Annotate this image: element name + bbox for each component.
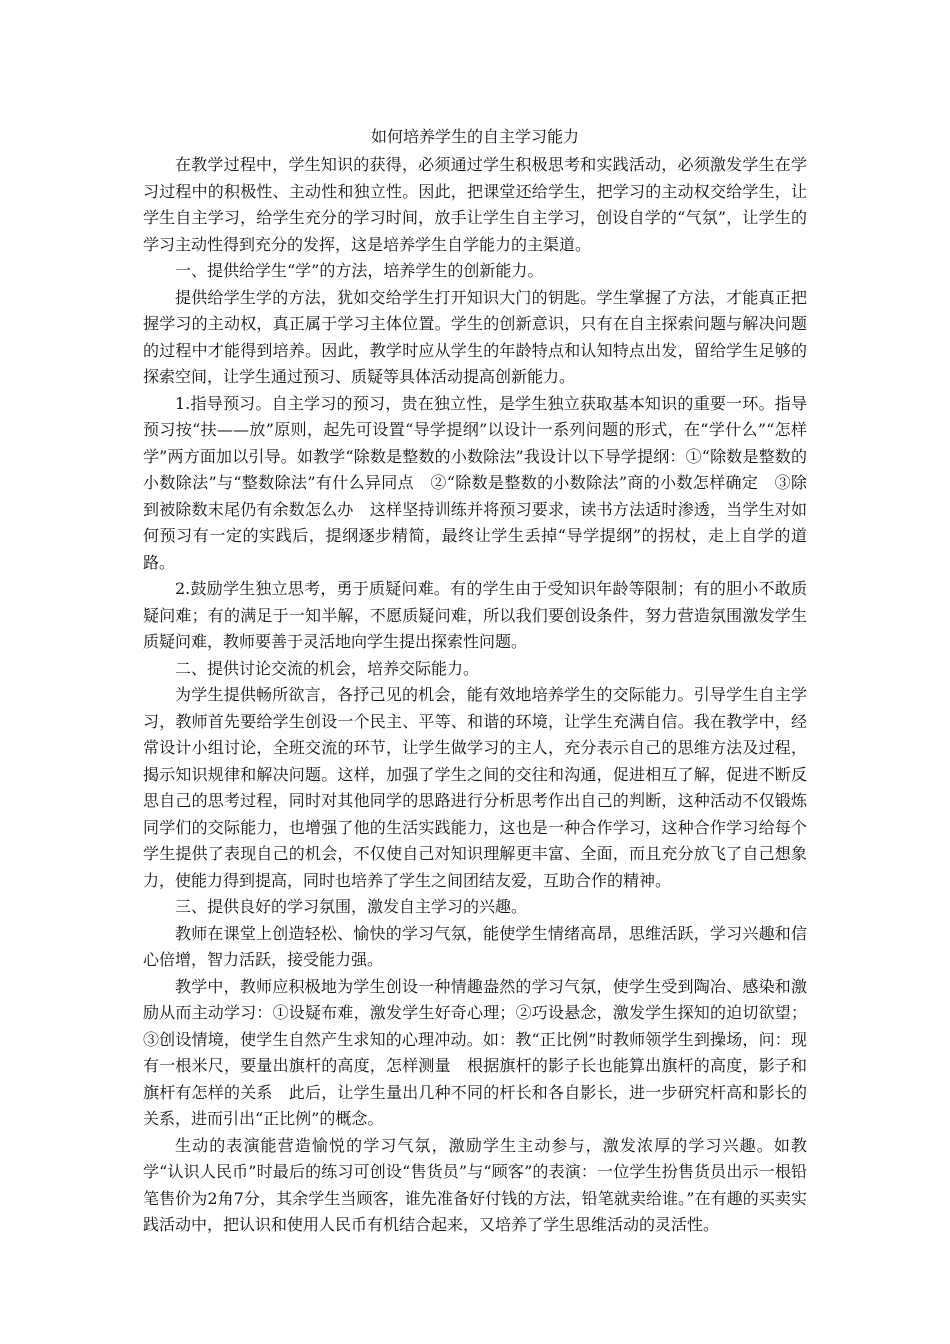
section-heading-3: 三、提供良好的学习氛围，激发自主学习的兴趣。 — [175, 897, 528, 916]
document-title: 如何培养学生的自主学习能力 — [370, 127, 579, 146]
section-1-paragraph: 提供给学生学的方法，犹如交给学生打开知识大门的钥匙。学生掌握了方法，才能真正把握学习的主动权，真正属于学习主体位置。学生的创新意识，只有在自主探索问题与解决问题的过程中才能得到培养。因此，教学时应从学生的年龄特点和认知特点出发，留给学生足够的探索空间，让学生通过预习、质疑等具体活动提高创新能力。 — [143, 287, 807, 386]
section-2-paragraph: 为学生提供畅所欲言，各抒己见的机会，能有效地培养学生的交际能力。引导学生自主学习，教师首先要给学生创设一个民主、平等、和谐的环境，让学生充满自信。我在教学中，经常设计小组讨论，全班交流的环节，让学生做学习的主人，充分表示自己的思维方法及过程，揭示知识规律和解决问题。这样，加强了学生之间的交往和沟通，促进相互了解，促进不断反思自己的思考过程，同时对其他同学的思路进行分析思考作出自己的判断，这种活动不仅锻炼同学们的交际能力，也增强了他的生活实践能力，这也是一种合作学习，这种合作学习给每个学生提供了表现自己的机会，不仅使自己对知识理解更丰富、全面，而且充分放飞了自己想象力，使能力得到提高，同时也培养了学生之间团结友爱，互助合作的精神。 — [143, 685, 807, 890]
section-3-paragraph-1: 教师在课堂上创造轻松、愉快的学习气氛，能使学生情绪高昂，思维活跃，学习兴趣和信心倍增，智力活跃，接受能力强。 — [143, 923, 807, 969]
section-3-paragraph-2: 教学中，教师应积极地为学生创设一种情趣盎然的学习气氛，使学生受到陶冶、感染和激励从而主动学习：①设疑布难，激发学生好奇心理；②巧设悬念，激发学生探知的迫切欲望；③创设情境，使学生自然产生求知的心理冲动。如：教“正比例”时教师领学生到操场，问：现有一根米尺，要量出旗杆的高度，怎样测量 根据旗杆的影子长也能算出旗杆的高度，影子和旗杆有怎样的关系 此后，让学生量出几种不同的杆长和各自影长，进一步研究杆高和影长的关系，进而引出“正比例”的概念。 — [143, 976, 807, 1128]
section-heading-1: 一、提供给学生“学”的方法，培养学生的创新能力。 — [175, 261, 544, 280]
section-3-paragraph-3: 生动的表演能营造愉悦的学习气氛，激励学生主动参与，激发浓厚的学习兴趣。如教学“认识人民币”时最后的练习可创设“售货员”与“顾客”的表演：一位学生扮售货员出示一根铅笔售价为2角7分，其余学生当顾客，谁先准备好付钱的方法，铅笔就卖给谁。”在有趣的买卖实践活动中，把认识和使用人民币有机结合起来，又培养了学生思维活动的灵活性。 — [143, 1135, 807, 1234]
section-1-item-1: 1.指导预习。自主学习的预习，贵在独立性，是学生独立获取基本知识的重要一环。指导预习按“扶——放”原则，起先可设置“导学提纲”以设计一系列问题的形式，在“学什么”“怎样学”两方面加以引导。如教学“除数是整数的小数除法”我设计以下导学提纲：①“除数是整数的小数除法”与“整数除法”有什么异同点 ②“除数是整数的小数除法”商的小数怎样确定 ③除到被除数末尾仍有余数怎么办 这样坚持训练并将预习要求，读书方法适时渗透，当学生对如何预习有一定的实践后，提纲逐步精简，最终让学生丢掉“导学提纲”的拐杖，走上自学的道路。 — [143, 393, 807, 572]
document-page — [143, 120, 807, 1239]
section-1-item-2: 2.鼓励学生独立思考，勇于质疑问难。有的学生由于受知识年龄等限制；有的胆小不敢质疑问难；有的满足于一知半解，不愿质疑问难，所以我们要创设条件，努力营造氛围激发学生质疑问难，教师要善于灵活地向学生提出探索性问题。 — [143, 579, 807, 651]
section-heading-2: 二、提供讨论交流的机会，培养交际能力。 — [175, 658, 480, 678]
intro-paragraph: 在教学过程中，学生知识的获得，必须通过学生积极思考和实践活动，必须激发学生在学习过程中的积极性、主动性和独立性。因此，把课堂还给学生，把学习的主动权交给学生，让学生自主学习，给学生充分的学习时间，放手让学生自主学习，创设自学的“气氛”，让学生的学习主动性得到充分的发挥，这是培养学生自学能力的主渠道。 — [143, 155, 807, 254]
